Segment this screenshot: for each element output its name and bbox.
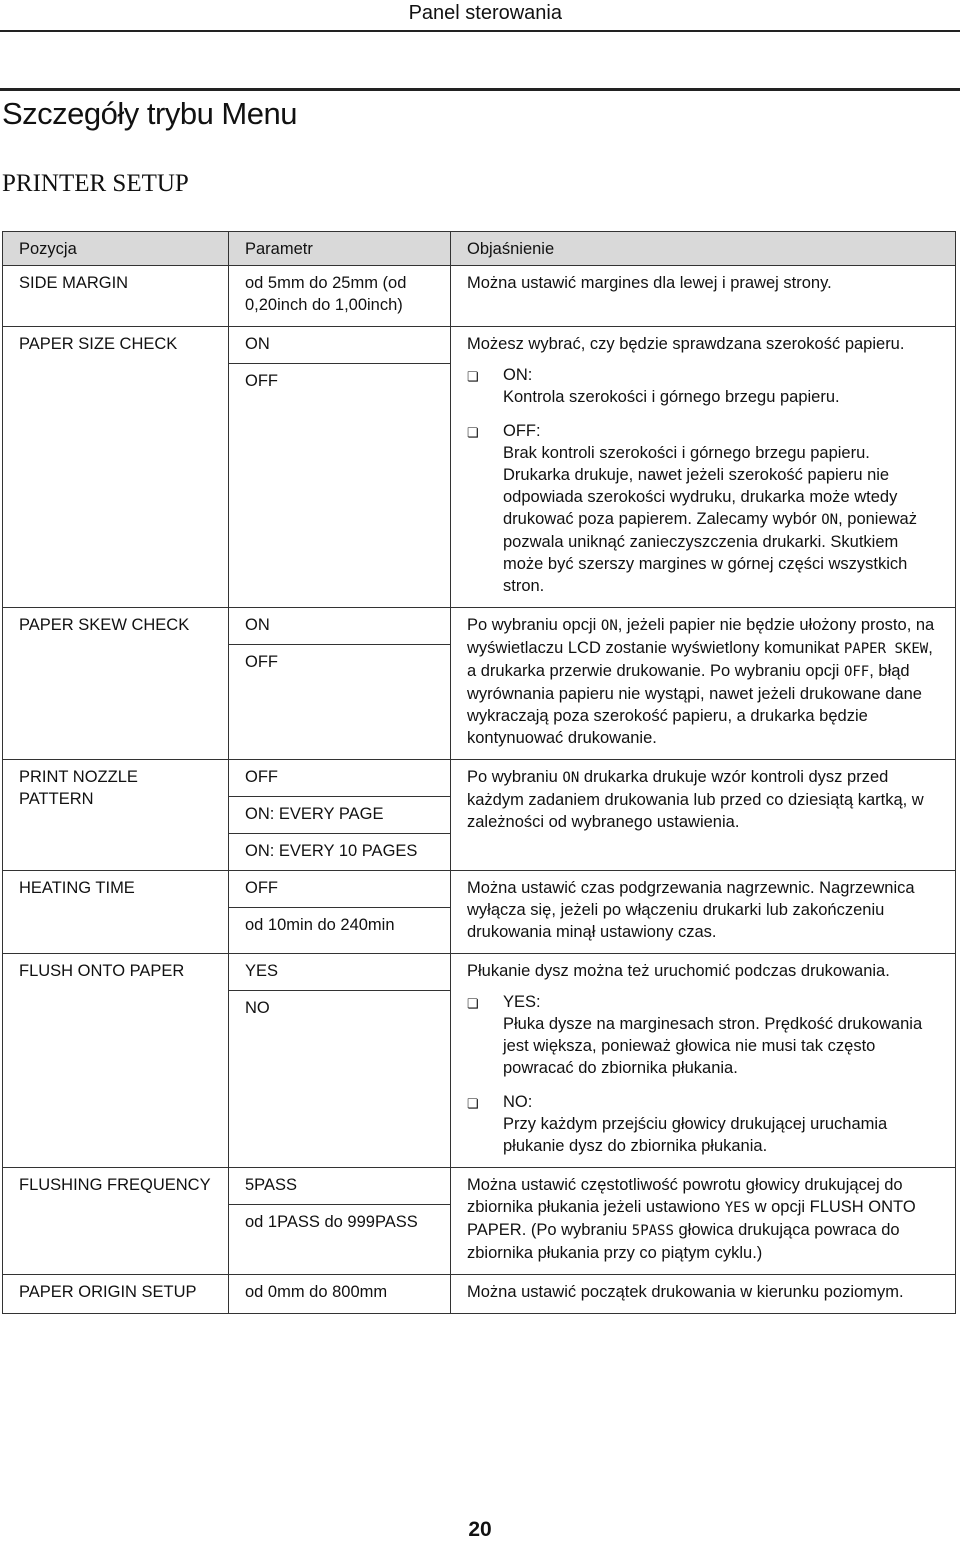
page-number: 20 — [468, 1518, 492, 1541]
table-row — [3, 327, 956, 608]
bullet-text: Brak kontroli szerokości i górnego brzegu papieru. Drukarka drukuje, nawet jeżeli szerokość papieru nie odpowiada szerokości wydruku, drukarka może wtedy drukować poza papierem. Zalecamy wybór ON, ponieważ pozwala uniknąć zanieczyszczenia drukarki. Skutkiem może być szerszy margines w górnej części wszystkich stron. — [503, 444, 917, 595]
param-value: OFF — [245, 653, 278, 671]
row-description — [451, 327, 956, 608]
row-params — [229, 327, 451, 608]
row-params — [229, 954, 451, 1168]
code-value: PAPER SKEW — [843, 641, 929, 657]
bullet-item — [467, 420, 941, 597]
row-description: Po wybraniu ON drukarka drukuje wzór kontroli dysz przed każdym zadaniem drukowania lub przed co dziesiątą kartką, w zależności od wybranego ustawienia. — [451, 760, 956, 871]
bullet-text: Kontrola szerokości i górnego brzegu papieru. — [503, 388, 840, 406]
checkbox-bullet-icon: ❏ — [467, 996, 479, 1011]
table-row — [3, 1275, 956, 1314]
code-value: ON — [562, 770, 580, 786]
param-value: OFF — [229, 760, 450, 797]
code-value: 5PASS — [631, 1223, 674, 1239]
row-params — [229, 871, 451, 954]
column-header-parameter: Parametr — [229, 232, 451, 266]
section-rule — [0, 88, 960, 91]
table-row — [3, 871, 956, 954]
bullet-item — [467, 991, 941, 1079]
param-value: OFF — [229, 871, 450, 908]
settings-table — [2, 231, 956, 1314]
bullet-text: Płuka dysze na marginesach stron. Prędkość drukowania jest większa, ponieważ głowica nie musi tak często powracać do zbiornika płukania. — [503, 1015, 923, 1077]
row-description: Można ustawić margines dla lewej i prawej strony. — [451, 266, 956, 327]
section-title: PRINTER SETUP — [2, 170, 189, 197]
param-value: 5PASS — [229, 1168, 450, 1205]
bullet-title: OFF: — [503, 422, 541, 440]
row-item: SIDE MARGIN — [3, 266, 229, 327]
param-value: ON — [229, 608, 450, 645]
param-value: od 5mm do 25mm (od 0,20inch do 1,00inch) — [245, 274, 407, 314]
checkbox-bullet-icon: ❏ — [467, 425, 479, 440]
bullet-title: ON: — [503, 366, 533, 384]
table-row — [3, 266, 956, 327]
table-row — [3, 608, 956, 760]
row-item: PAPER SIZE CHECK — [3, 327, 229, 608]
row-description: Po wybraniu opcji ON, jeżeli papier nie będzie ułożony prosto, na wyświetlaczu LCD zostanie wyświetlony komunikat PAPER SKEW, a drukarka przerwie drukowanie. Po wybraniu opcji OFF, błąd wyrównania papieru nie wystąpi, nawet jeżeli drukowane dane wykraczają poza szerokość papieru, a drukarka będzie kontynuować drukowanie. — [451, 608, 956, 760]
running-header: Panel sterowania — [408, 2, 562, 24]
table-row — [3, 954, 956, 1168]
row-item: FLUSHING FREQUENCY — [3, 1168, 229, 1275]
column-header-description: Objaśnienie — [451, 232, 956, 266]
param-value: ON: EVERY PAGE — [229, 797, 450, 834]
bullet-text: Przy każdym przejściu głowicy drukującej uruchamia płukanie dysz do zbiornika płukania. — [503, 1115, 888, 1155]
bullet-title: YES: — [503, 993, 541, 1011]
row-params — [229, 1275, 451, 1314]
bullet-item — [467, 1091, 941, 1157]
param-value: od 0mm do 800mm — [245, 1283, 388, 1301]
row-item: PAPER SKEW CHECK — [3, 608, 229, 760]
row-description: Można ustawić czas podgrzewania nagrzewnic. Nagrzewnica wyłącza się, jeżeli po włączeniu drukarki lub zakończeniu drukowania minął ustawiony czas. — [451, 871, 956, 954]
param-value: OFF — [245, 372, 278, 390]
table-header-row — [3, 232, 956, 266]
param-value: od 10min do 240min — [245, 916, 395, 934]
row-item: HEATING TIME — [3, 871, 229, 954]
row-description: Można ustawić częstotliwość powrotu głowicy drukującej do zbiornika płukania jeżeli ustawiono YES w opcji FLUSH ONTO PAPER. (Po wybraniu 5PASS głowica drukująca powraca do zbiornika płukania przy co piątym cyklu.) — [451, 1168, 956, 1275]
description-intro: Płukanie dysz można też uruchomić podczas drukowania. — [467, 962, 890, 980]
row-description — [451, 954, 956, 1168]
row-item: PAPER ORIGIN SETUP — [3, 1275, 229, 1314]
column-header-item: Pozycja — [3, 232, 229, 266]
row-description: Można ustawić początek drukowania w kierunku poziomym. — [451, 1275, 956, 1314]
bullet-item — [467, 364, 941, 408]
code-value: ON — [821, 512, 839, 528]
code-value: YES — [724, 1200, 751, 1216]
row-params — [229, 760, 451, 871]
row-params — [229, 1168, 451, 1275]
bullet-title: NO: — [503, 1093, 533, 1111]
param-value: ON — [229, 327, 450, 364]
param-value: NO — [245, 999, 270, 1017]
checkbox-bullet-icon: ❏ — [467, 1096, 479, 1111]
table-row — [3, 1168, 956, 1275]
row-item: PRINT NOZZLE PATTERN — [3, 760, 229, 871]
code-value: OFF — [843, 664, 870, 680]
page-title: Szczegóły trybu Menu — [2, 96, 297, 131]
param-value: ON: EVERY 10 PAGES — [245, 842, 418, 860]
param-value: od 1PASS do 999PASS — [245, 1213, 418, 1231]
row-item: FLUSH ONTO PAPER — [3, 954, 229, 1168]
code-value: ON — [600, 618, 618, 634]
row-params — [229, 608, 451, 760]
table-row — [3, 760, 956, 871]
checkbox-bullet-icon: ❏ — [467, 369, 479, 384]
row-params — [229, 266, 451, 327]
param-value: YES — [229, 954, 450, 991]
header-rule — [0, 30, 960, 32]
description-intro: Możesz wybrać, czy będzie sprawdzana szerokość papieru. — [467, 335, 905, 353]
